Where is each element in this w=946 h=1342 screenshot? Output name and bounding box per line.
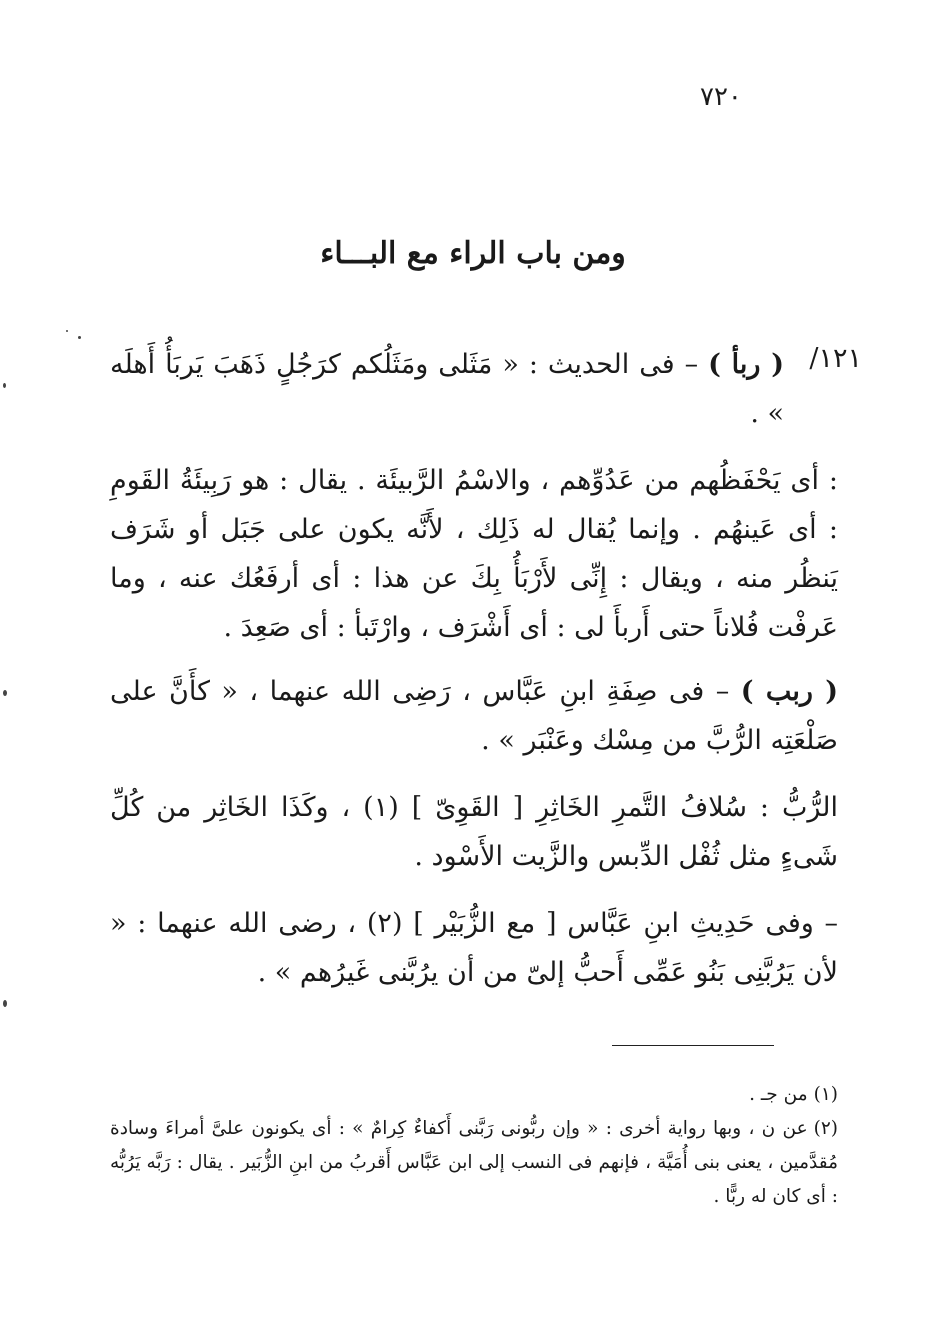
paragraph-text: – وفى حَدِيثِ ابنِ عَبَّاس [ مع الزُّبَيْر ] (٢) ، رضى الله عنهما : « لأن يَرُبَّنِى بَنُو عَمِّى أَحبُّ إلىّ من أن يرُبَّنى غَيرُهم » . xyxy=(110,908,839,988)
footnote-2 xyxy=(110,1112,838,1214)
footnotes xyxy=(110,1078,838,1214)
footnote-1 xyxy=(110,1078,838,1112)
paragraph-3 xyxy=(110,667,838,765)
footnote-label: (٢) xyxy=(813,1118,838,1139)
paragraph-text: – فى الحديث : « مَثَلى ومَثَلُكم كرَجُلٍ ذَهَبَ يَربَأُ أَهلَه » . xyxy=(110,349,784,429)
paragraph-text: – فى صِفَةِ ابنِ عَبَّاس ، رَضِى الله عنهما ، « كأَنَّ على صَلْعَتِه الرُّبَّ من مِسْك وعَنْبَر » . xyxy=(110,676,838,756)
paragraph-text: : أى يَحْفَظُهم من عَدُوِّهم ، والاسْمُ الرَّبيئَة . يقال : هو رَبِيئَةُ القَومِ : أى عَينهُم . وإنما يُقال له ذَلِك ، لأَنَّه يكون على جَبَل أو شَرَف يَنظُر منه ، ويقال : إِنِّى لأَرْبَأُ بِكَ عن هذا : أى أرفَعُك عنه ، وما عَرفْت فُلاناً حتى أَربأَ لى : أى أَشْرَف ، وارْتَبأ : أى صَعِدَ . xyxy=(110,465,838,643)
footnote-label: (١) xyxy=(813,1084,838,1105)
paragraph-4 xyxy=(110,783,838,881)
headword-rabab: ( ربب ) xyxy=(740,676,838,707)
paragraph-text: الرُّبُّ : سُلافُ التَّمرِ الخَاثِرِ [ القَوِىّ ] (١) ، وكَذَا الخَاثِر من كُلِّ شَىءٍ مثل ثُفْل الدِّبس والزَّيت الأَسْود . xyxy=(110,792,838,872)
footnote-text: عن ن ، وبها رواية أخرى : « وإن ربُّونى رَبَّنى أَكفاءٌ كِرامٌ » : أى يكونون علىَّ أمراءَ وسادة مُقدَّمين ، يعنى بنى أُمَيَّة ، فإنهم فى النسب إلى ابن عَبَّاس أَقربُ من ابنِ الزُّبَير . يقال : رَبَّه يَرُبُّه : أى كان له ربًّا . xyxy=(110,1118,838,1207)
section-heading: ومن باب الراء مع البـــاء xyxy=(320,236,626,271)
paragraph-1 xyxy=(110,340,784,438)
footnote-separator xyxy=(612,1045,774,1046)
footnote-text: من جـ . xyxy=(749,1084,808,1105)
page-number: ٧٢٠ xyxy=(700,82,742,112)
paragraph-2 xyxy=(110,456,838,652)
paragraph-5 xyxy=(110,899,838,997)
headword-raba: ( ربأ ) xyxy=(708,349,784,380)
entry-number: ١٢١/ xyxy=(809,343,862,374)
